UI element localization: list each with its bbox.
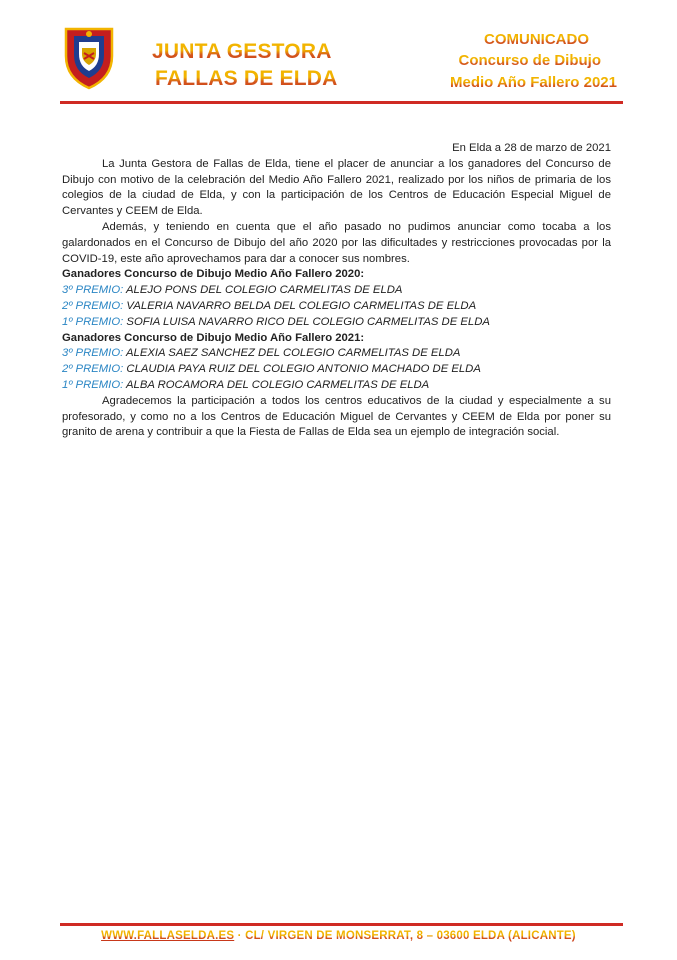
communique-label: COMUNICADO (450, 29, 589, 50)
prize-2021-third (62, 346, 611, 362)
prize-label: 3º PREMIO: (62, 284, 124, 297)
header-divider (60, 101, 623, 104)
prize-label: 1º PREMIO: (62, 378, 124, 391)
prize-2020-first (62, 315, 611, 331)
winners-2020-heading: Ganadores Concurso de Dibujo Medio Año Fallero 2020: (62, 268, 365, 281)
prize-2021-second (62, 362, 611, 378)
footer-address: CL/ VIRGEN DE MONSERRAT, 8 – 03600 ELDA (ALICANTE) (245, 930, 576, 942)
prize-winner: CLAUDIA PAYA RUIZ DEL COLEGIO ANTONIO MACHADO DE ELDA (126, 363, 481, 376)
prize-2020-second (62, 299, 611, 315)
footer (0, 930, 677, 942)
org-title-line2: FALLAS DE ELDA (152, 65, 337, 92)
prize-label: 2º PREMIO: (62, 299, 124, 312)
intro-paragraph: La Junta Gestora de Fallas de Elda, tiene el placer de anunciar a los ganadores del Concurso de Dibujo con motivo de la celebración del Medio Año Fallero 2021, realizado por los niños de primaria de los colegios de la ciudad de Elda, y con la participación de los Centros de Educación Especial Miguel de Cervantes y CEEM de Elda. (62, 157, 611, 218)
communique-block (450, 29, 617, 94)
covid-paragraph: Además, y teniendo en cuenta que el año pasado no pudimos anunciar como tocaba a los galardonados en el Concurso de Dibujo del año 2020 por las dificultades y restricciones provocadas por la COVID-19, este año aprovechamos para dar a conocer sus nombres. (62, 220, 611, 265)
prize-2020-third (62, 283, 611, 299)
prize-2021-first (62, 378, 611, 394)
footer-divider (60, 923, 623, 926)
prize-label: 3º PREMIO: (62, 347, 124, 360)
prize-winner: ALEJO PONS DEL COLEGIO CARMELITAS DE ELDA (126, 284, 403, 297)
prize-winner: VALERIA NAVARRO BELDA DEL COLEGIO CARMELITAS DE ELDA (126, 299, 477, 312)
org-title-line1: JUNTA GESTORA (152, 38, 337, 65)
fallas-elda-crest-icon (62, 26, 116, 90)
prize-label: 2º PREMIO: (62, 363, 124, 376)
footer-separator: · (234, 930, 246, 942)
communique-subject: Concurso de Dibujo (450, 50, 601, 72)
letter-body (62, 141, 611, 441)
thanks-paragraph: Agradecemos la participación a todos los centros educativos de la ciudad y especialmente a su profesorado, y como no a los Centros de Educación Miguel de Cervantes y CEEM de Elda por poner su granito de arena y contribuir a que la Fiesta de Fallas de Elda sea un ejemplo de integración social. (62, 394, 611, 439)
prize-winner: ALBA ROCAMORA DEL COLEGIO CARMELITAS DE ELDA (126, 378, 430, 391)
website-link[interactable]: WWW.FALLASELDA.ES (101, 930, 235, 942)
prize-winner: SOFIA LUISA NAVARRO RICO DEL COLEGIO CARMELITAS DE ELDA (126, 315, 490, 328)
letter-date: En Elda a 28 de marzo de 2021 (452, 142, 611, 154)
communique-event: Medio Año Fallero 2021 (450, 72, 617, 94)
prize-label: 1º PREMIO: (62, 315, 124, 328)
winners-2021-heading: Ganadores Concurso de Dibujo Medio Año Fallero 2021: (62, 331, 365, 344)
organization-title (152, 38, 337, 92)
prize-winner: ALEXIA SAEZ SANCHEZ DEL COLEGIO CARMELITAS DE ELDA (126, 347, 461, 360)
